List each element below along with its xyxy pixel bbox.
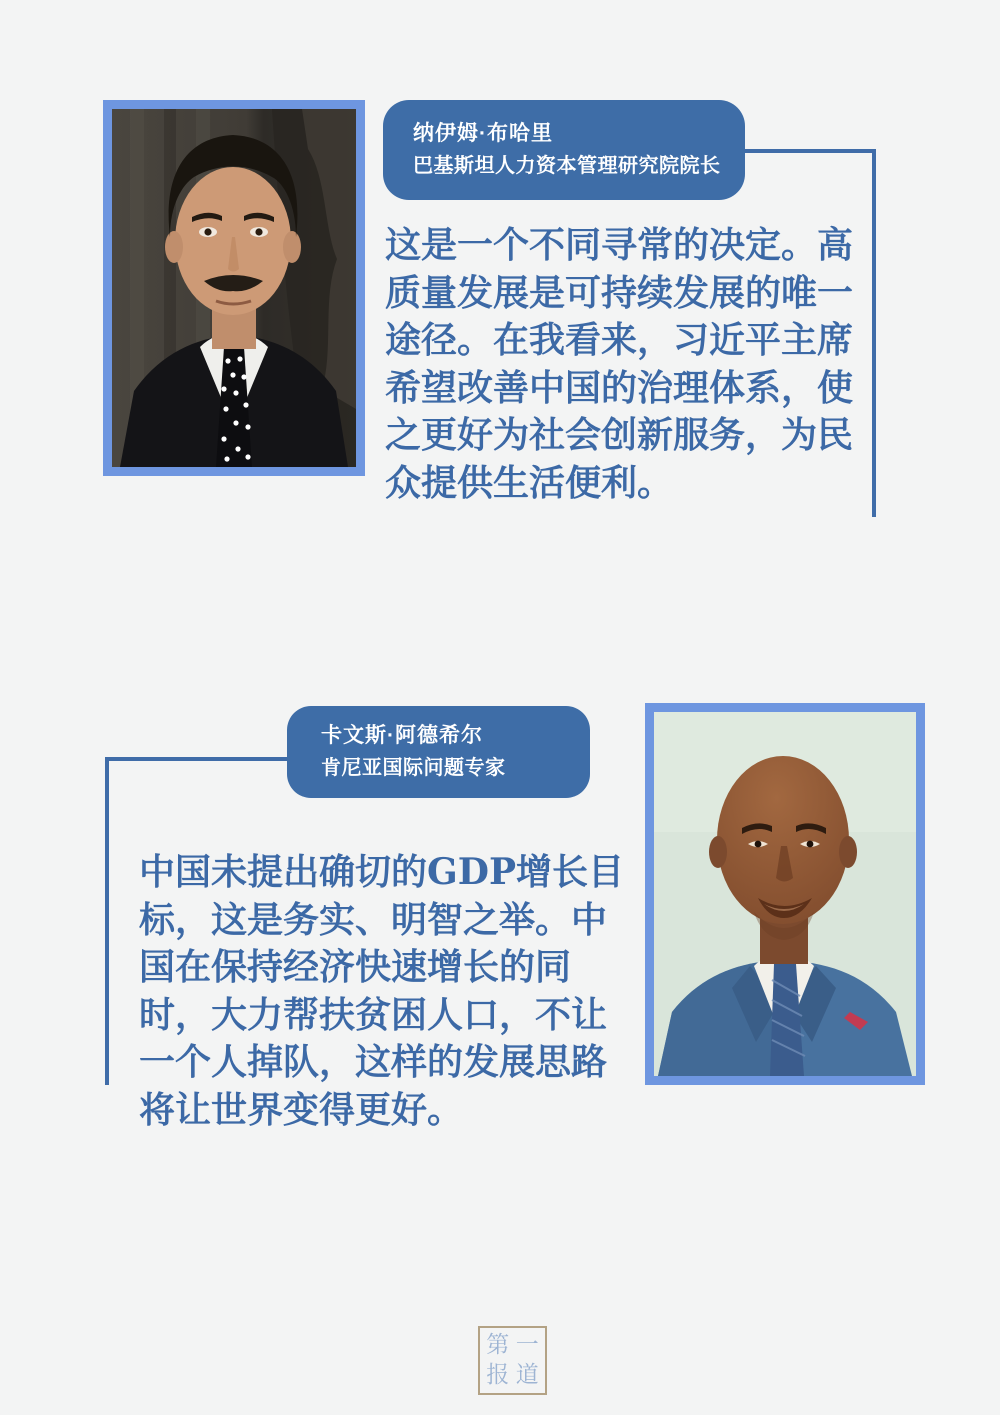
expert1-name: 纳伊姆·布哈里 bbox=[413, 122, 553, 145]
connector-line-top-horizontal bbox=[745, 149, 876, 153]
connector-line-top-vertical bbox=[872, 149, 876, 517]
seal-char: 报 bbox=[486, 1361, 510, 1388]
expert2-title: 肯尼亚国际问题专家 bbox=[321, 757, 506, 779]
expert2-portrait-illustration bbox=[654, 712, 916, 1076]
expert2-quote: 中国未提出确切的GDP增长目标，这是务实、明智之举。中国在保持经济快速增长的同时，大力帮扶贫困人口，不让一个人掉队，这样的发展思路将让世界变得更好。 bbox=[139, 851, 625, 1131]
expert1-photo bbox=[103, 100, 365, 476]
expert1-title: 巴基斯坦人力资本管理研究院院长 bbox=[413, 155, 721, 177]
connector-line-bottom-vertical bbox=[105, 757, 109, 1085]
seal-char: 第 bbox=[486, 1332, 510, 1359]
connector-line-bottom-horizontal bbox=[105, 757, 287, 761]
seal-char: 道 bbox=[515, 1361, 539, 1388]
brand-seal bbox=[478, 1326, 547, 1395]
expert2-photo bbox=[645, 703, 925, 1085]
expert1-quote: 这是一个不同寻常的决定。高质量发展是可持续发展的唯一途径。在我看来，习近平主席希望改善中国的治理体系，使之更好为社会创新服务，为民众提供生活便利。 bbox=[385, 224, 854, 504]
expert1-portrait-illustration bbox=[112, 109, 356, 467]
expert2-tag bbox=[287, 706, 590, 798]
seal-char: 一 bbox=[515, 1332, 539, 1359]
expert1-tag bbox=[383, 100, 745, 200]
expert2-name: 卡文斯·阿德希尔 bbox=[321, 724, 483, 747]
